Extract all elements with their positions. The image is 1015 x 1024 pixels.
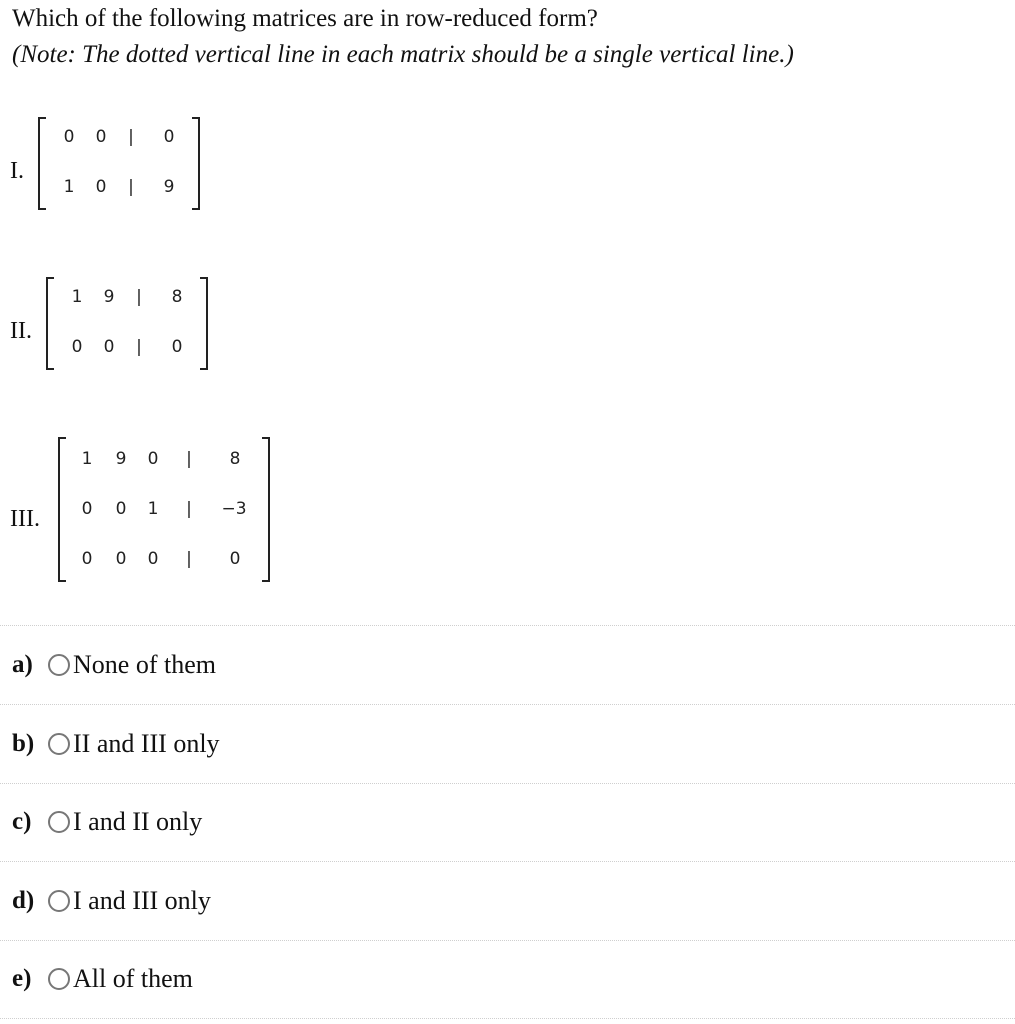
divider xyxy=(0,861,1015,862)
matrix-left-bracket xyxy=(38,117,46,210)
matrix-label-2: II. xyxy=(10,318,32,344)
matrix-separator: | xyxy=(128,177,134,197)
option-label[interactable]: II and III only xyxy=(73,729,220,758)
matrix-separator: | xyxy=(136,287,142,307)
radio-button-d[interactable] xyxy=(48,890,70,912)
matrix-cell: 0 xyxy=(147,449,159,469)
radio-button-b[interactable] xyxy=(48,733,70,755)
matrix-right-bracket xyxy=(192,117,200,210)
matrix-cell: 1 xyxy=(71,287,83,307)
matrix-2 xyxy=(46,277,210,370)
option-letter: e) xyxy=(12,965,32,992)
option-c[interactable] xyxy=(12,802,202,842)
radio-button-c[interactable] xyxy=(48,811,70,833)
divider xyxy=(0,1018,1015,1019)
matrix-separator: | xyxy=(186,549,192,569)
option-a[interactable] xyxy=(12,645,216,685)
matrix-cell: −3 xyxy=(221,499,247,519)
matrix-cell: 8 xyxy=(229,449,241,469)
divider xyxy=(0,625,1015,626)
option-d[interactable] xyxy=(12,881,211,921)
matrix-cell: 0 xyxy=(63,127,75,147)
option-letter: a) xyxy=(12,651,33,678)
matrix-label-3: III. xyxy=(10,506,40,532)
matrix-cell: 0 xyxy=(229,549,241,569)
option-label[interactable]: I and II only xyxy=(73,807,203,836)
matrix-cell: 0 xyxy=(115,549,127,569)
matrix-cell: 9 xyxy=(103,287,115,307)
matrix-right-bracket xyxy=(262,437,270,582)
matrix-cell: 0 xyxy=(71,337,83,357)
matrix-cell: 0 xyxy=(163,127,175,147)
option-label[interactable]: None of them xyxy=(73,650,216,679)
matrix-cell: 0 xyxy=(147,549,159,569)
matrix-separator: | xyxy=(128,127,134,147)
option-b[interactable] xyxy=(12,724,220,764)
matrix-cell: 1 xyxy=(81,449,93,469)
divider xyxy=(0,783,1015,784)
option-letter: b) xyxy=(12,730,35,757)
matrix-3 xyxy=(58,437,272,582)
matrix-label-1: I. xyxy=(10,158,24,184)
option-label[interactable]: All of them xyxy=(73,964,193,993)
radio-button-e[interactable] xyxy=(48,968,70,990)
matrix-separator: | xyxy=(186,499,192,519)
option-label[interactable]: I and III only xyxy=(73,886,211,915)
matrix-cell: 8 xyxy=(171,287,183,307)
matrix-cell: 0 xyxy=(171,337,183,357)
matrix-left-bracket xyxy=(46,277,54,370)
matrix-cell: 0 xyxy=(95,127,107,147)
matrix-right-bracket xyxy=(200,277,208,370)
matrix-cell: 9 xyxy=(163,177,175,197)
matrix-cell: 1 xyxy=(147,499,159,519)
note-text: (Note: The dotted vertical line in each matrix should be a single vertical line.) xyxy=(12,41,794,68)
matrix-cell: 0 xyxy=(103,337,115,357)
question-text: Which of the following matrices are in row-reduced form? xyxy=(12,5,598,32)
matrix-1 xyxy=(38,117,202,210)
option-letter: d) xyxy=(12,887,35,914)
matrix-cell: 0 xyxy=(81,499,93,519)
matrix-cell: 1 xyxy=(63,177,75,197)
option-letter: c) xyxy=(12,808,32,835)
divider xyxy=(0,940,1015,941)
divider xyxy=(0,704,1015,705)
matrix-cell: 0 xyxy=(115,499,127,519)
matrix-cell: 0 xyxy=(95,177,107,197)
matrix-cell: 9 xyxy=(115,449,127,469)
matrix-cell: 0 xyxy=(81,549,93,569)
radio-button-a[interactable] xyxy=(48,654,70,676)
matrix-left-bracket xyxy=(58,437,66,582)
matrix-separator: | xyxy=(136,337,142,357)
matrix-separator: | xyxy=(186,449,192,469)
option-e[interactable] xyxy=(12,959,193,999)
